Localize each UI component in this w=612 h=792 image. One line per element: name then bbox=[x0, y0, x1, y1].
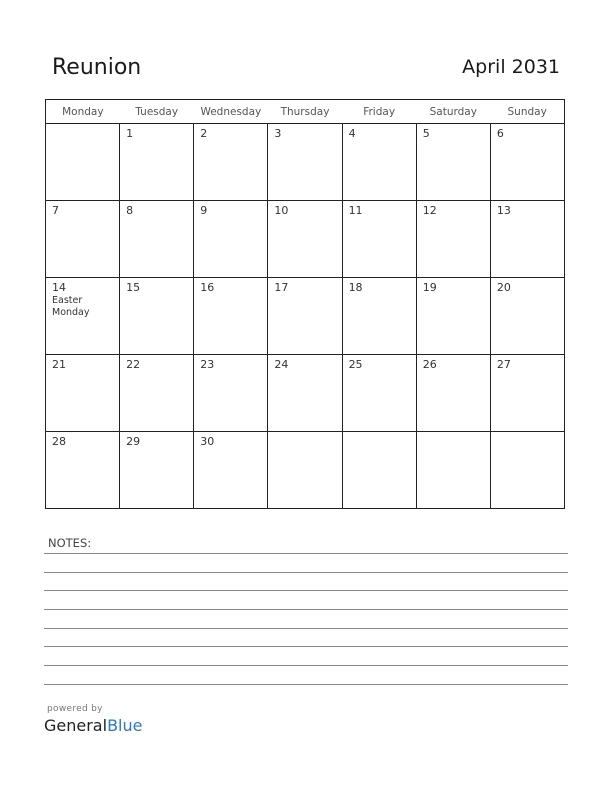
day-number: 3 bbox=[274, 127, 282, 140]
calendar-day-cell bbox=[46, 355, 120, 432]
calendar-body bbox=[46, 124, 565, 509]
calendar-day-cell bbox=[490, 201, 564, 278]
calendar-day-cell bbox=[120, 432, 194, 509]
calendar-day-cell bbox=[416, 201, 490, 278]
day-number: 28 bbox=[52, 435, 66, 448]
day-cell-content bbox=[343, 278, 416, 294]
day-number: 22 bbox=[126, 358, 141, 371]
weekday-header-row bbox=[46, 100, 565, 124]
note-line bbox=[44, 609, 568, 610]
calendar-week-row bbox=[46, 278, 565, 355]
brand-name-part1: General bbox=[44, 716, 108, 735]
calendar-day-cell bbox=[416, 124, 490, 201]
day-cell-content bbox=[120, 201, 193, 217]
day-number: 17 bbox=[274, 281, 289, 294]
day-cell-content bbox=[194, 432, 267, 448]
day-number: 10 bbox=[274, 204, 289, 217]
day-cell-content bbox=[491, 355, 564, 371]
calendar-day-cell bbox=[342, 124, 416, 201]
calendar-day-cell bbox=[342, 432, 416, 509]
day-cell-content bbox=[194, 124, 267, 140]
day-number: 7 bbox=[52, 204, 59, 217]
calendar-day-cell bbox=[342, 355, 416, 432]
calendar-grid bbox=[45, 99, 565, 509]
day-cell-content bbox=[268, 124, 341, 140]
day-number: 23 bbox=[200, 358, 215, 371]
day-cell-content bbox=[46, 124, 119, 127]
day-number: 20 bbox=[496, 281, 511, 294]
day-cell-content bbox=[194, 201, 267, 217]
day-number: 15 bbox=[126, 281, 141, 294]
day-cell-content bbox=[491, 432, 564, 435]
calendar-day-cell bbox=[268, 201, 342, 278]
notes-label: NOTES: bbox=[48, 536, 92, 550]
calendar-day-cell bbox=[268, 124, 342, 201]
weekday-header: Saturday bbox=[416, 100, 490, 124]
day-cell-content bbox=[343, 201, 416, 217]
day-number: 2 bbox=[200, 127, 208, 140]
calendar-day-cell bbox=[416, 432, 490, 509]
day-number: 6 bbox=[496, 127, 504, 140]
day-cell-content bbox=[417, 355, 490, 371]
weekday-header: Thursday bbox=[268, 100, 342, 124]
calendar-day-cell bbox=[268, 278, 342, 355]
day-cell-content bbox=[194, 278, 267, 294]
day-number: 29 bbox=[126, 435, 141, 448]
day-cell-content bbox=[343, 124, 416, 140]
weekday-header: Tuesday bbox=[120, 100, 194, 124]
calendar-day-cell bbox=[46, 278, 120, 355]
weekday-header: Wednesday bbox=[194, 100, 268, 124]
day-cell-content bbox=[46, 201, 119, 217]
calendar-day-cell bbox=[490, 355, 564, 432]
calendar-day-cell bbox=[416, 355, 490, 432]
note-line bbox=[44, 684, 568, 685]
day-cell-content bbox=[268, 355, 341, 371]
day-cell-content bbox=[417, 201, 490, 217]
day-cell-content bbox=[268, 201, 341, 217]
day-number: 27 bbox=[496, 358, 511, 371]
weekday-header: Friday bbox=[342, 100, 416, 124]
calendar-day-cell bbox=[490, 278, 564, 355]
day-number: 1 bbox=[126, 127, 134, 140]
day-number: 30 bbox=[200, 435, 215, 448]
day-cell-content bbox=[120, 355, 193, 371]
calendar-week-row bbox=[46, 201, 565, 278]
calendar-day-cell bbox=[490, 432, 564, 509]
calendar-region-title: Reunion bbox=[52, 55, 142, 80]
note-line bbox=[44, 646, 568, 647]
day-cell-content bbox=[120, 432, 193, 448]
day-cell-content bbox=[343, 432, 416, 435]
day-cell-content bbox=[120, 278, 193, 294]
day-cell-content bbox=[120, 124, 193, 140]
day-number: 14 bbox=[52, 281, 66, 294]
calendar-day-cell bbox=[46, 432, 120, 509]
note-line bbox=[44, 590, 568, 591]
day-cell-content bbox=[194, 355, 267, 371]
calendar-week-row bbox=[46, 355, 565, 432]
holiday-label: Easter Monday bbox=[52, 295, 90, 318]
day-cell-content bbox=[417, 432, 490, 435]
day-cell-content bbox=[343, 355, 416, 371]
calendar-day-cell bbox=[120, 355, 194, 432]
weekday-header: Sunday bbox=[490, 100, 564, 124]
calendar-day-cell bbox=[120, 278, 194, 355]
day-number: 4 bbox=[348, 127, 356, 140]
note-line bbox=[44, 665, 568, 666]
day-cell-content bbox=[491, 124, 564, 140]
day-number: 26 bbox=[422, 358, 437, 371]
day-number: 13 bbox=[496, 204, 511, 217]
calendar-day-cell bbox=[490, 124, 564, 201]
calendar-day-cell bbox=[194, 124, 268, 201]
day-number: 24 bbox=[274, 358, 289, 371]
calendar-day-cell bbox=[120, 201, 194, 278]
generalblue-logo bbox=[44, 716, 142, 735]
day-cell-content bbox=[46, 278, 119, 319]
day-cell-content bbox=[491, 201, 564, 217]
calendar-day-cell bbox=[120, 124, 194, 201]
calendar-day-cell bbox=[268, 355, 342, 432]
calendar-month-year: April 2031 bbox=[462, 56, 560, 78]
calendar-day-cell bbox=[46, 201, 120, 278]
day-number: 12 bbox=[422, 204, 437, 217]
brand-name-part2: Blue bbox=[107, 716, 143, 735]
weekday-header: Monday bbox=[46, 100, 120, 124]
day-number: 11 bbox=[348, 204, 363, 217]
calendar-day-cell bbox=[194, 355, 268, 432]
day-cell-content bbox=[268, 432, 341, 435]
day-number: 25 bbox=[348, 358, 363, 371]
note-line bbox=[44, 628, 568, 629]
day-number: 19 bbox=[422, 281, 437, 294]
calendar-day-cell bbox=[194, 432, 268, 509]
day-cell-content bbox=[491, 278, 564, 294]
day-number: 21 bbox=[52, 358, 66, 371]
note-line bbox=[44, 553, 568, 554]
calendar-day-cell bbox=[46, 124, 120, 201]
day-cell-content bbox=[46, 355, 119, 371]
day-number: 5 bbox=[422, 127, 430, 140]
day-number: 9 bbox=[200, 204, 208, 217]
calendar-day-cell bbox=[416, 278, 490, 355]
note-line bbox=[44, 572, 568, 573]
calendar-day-cell bbox=[342, 201, 416, 278]
calendar-day-cell bbox=[342, 278, 416, 355]
day-number: 16 bbox=[200, 281, 215, 294]
calendar-week-row bbox=[46, 432, 565, 509]
calendar-week-row bbox=[46, 124, 565, 201]
powered-by-text: powered by bbox=[47, 704, 103, 714]
day-number: 8 bbox=[126, 204, 134, 217]
day-cell-content bbox=[268, 278, 341, 294]
calendar-day-cell bbox=[268, 432, 342, 509]
day-cell-content bbox=[417, 124, 490, 140]
day-number: 18 bbox=[348, 281, 363, 294]
day-cell-content bbox=[417, 278, 490, 294]
calendar-day-cell bbox=[194, 201, 268, 278]
day-cell-content bbox=[46, 432, 119, 448]
calendar-day-cell bbox=[194, 278, 268, 355]
